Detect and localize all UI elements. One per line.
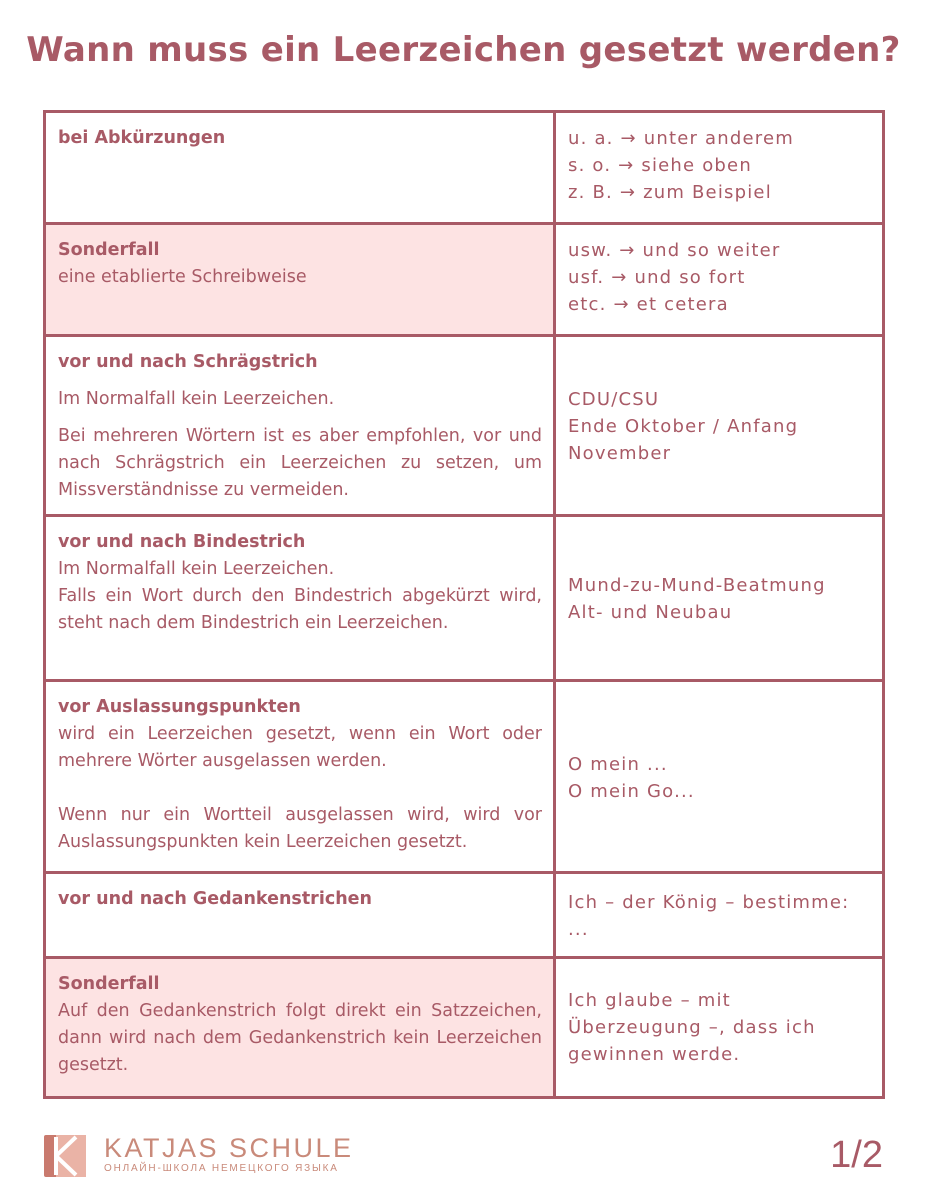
example-line: z. B. → zum Beispiel <box>568 182 772 203</box>
rule-heading: Sonderfall <box>58 974 160 994</box>
example-cell <box>555 516 884 681</box>
example-line: Ich glaube – mit Überzeugung –, dass ich gewinnen werde. <box>568 990 816 1065</box>
katjas-schule-logo-icon <box>42 1133 88 1179</box>
table-row <box>45 958 884 1098</box>
table-row <box>45 516 884 681</box>
example-line: Ich – der König – bestimme: ... <box>568 892 850 940</box>
example-line: O mein Go... <box>568 780 695 802</box>
rules-table <box>43 110 885 1099</box>
page-number: 1/2 <box>830 1134 883 1176</box>
brand-subtitle: ОНЛАЙН-ШКОЛА НЕМЕЦКОГО ЯЗЫКА <box>104 1163 339 1174</box>
rule-text: Im Normalfall kein Leerzeichen. <box>58 559 335 579</box>
rule-cell <box>45 224 555 336</box>
example-cell <box>555 958 884 1098</box>
rule-cell <box>45 681 555 873</box>
table-row <box>45 224 884 336</box>
rule-heading: vor und nach Schrägstrich <box>58 352 318 372</box>
example-cell <box>555 873 884 958</box>
table-row <box>45 112 884 224</box>
example-cell <box>555 681 884 873</box>
example-line: O mein ... <box>568 753 668 775</box>
example-line: u. a. → unter anderem <box>568 128 794 149</box>
example-line: usf. → und so fort <box>568 267 746 288</box>
table-row <box>45 336 884 516</box>
rule-cell <box>45 336 555 516</box>
example-line: s. o. → siehe oben <box>568 155 752 176</box>
example-line: etc. → et cetera <box>568 294 729 315</box>
rule-text: eine etablierte Schreibweise <box>58 267 307 287</box>
page-title: Wann muss ein Leerzeichen gesetzt werden? <box>26 30 901 70</box>
rule-text: wird ein Leerzeichen gesetzt, wenn ein Wort oder mehrere Wörter ausgelassen werden. <box>58 724 542 771</box>
rule-text: Wenn nur ein Wortteil ausgelassen wird, wird vor Auslassungspunkten kein Leerzeichen gesetzt. <box>58 805 542 852</box>
rule-text: Bei mehreren Wörtern ist es aber empfohlen, vor und nach Schrägstrich ein Leerzeichen zu setzen, um Missverständnisse zu vermeiden. <box>58 426 542 500</box>
rule-cell <box>45 112 555 224</box>
rule-text: Im Normalfall kein Leerzeichen. <box>58 389 335 409</box>
rule-text: Auf den Gedankenstrich folgt direkt ein Satzzeichen, dann wird nach dem Gedankenstrich kein Leerzeichen gesetzt. <box>58 1001 542 1075</box>
example-line: Alt- und Neubau <box>568 602 733 623</box>
rule-heading: vor und nach Gedankenstrichen <box>58 889 372 909</box>
rule-heading: Sonderfall <box>58 240 160 260</box>
example-line: CDU/CSU <box>568 389 660 410</box>
example-line: Mund-zu-Mund-Beatmung <box>568 575 826 596</box>
table-row <box>45 873 884 958</box>
rule-heading: vor Auslassungspunkten <box>58 697 301 717</box>
rule-cell <box>45 516 555 681</box>
rule-heading: vor und nach Bindestrich <box>58 532 306 552</box>
rule-cell <box>45 958 555 1098</box>
example-line: usw. → und so weiter <box>568 240 781 261</box>
example-cell <box>555 112 884 224</box>
example-line: Ende Oktober / Anfang November <box>568 416 799 464</box>
rule-cell <box>45 873 555 958</box>
example-cell <box>555 224 884 336</box>
table-row <box>45 681 884 873</box>
rule-text: Falls ein Wort durch den Bindestrich abgekürzt wird, steht nach dem Bindestrich ein Leerzeichen. <box>58 586 542 633</box>
brand-name: KATJAS SCHULE <box>104 1133 354 1163</box>
rule-heading: bei Abkürzungen <box>58 128 226 148</box>
example-cell <box>555 336 884 516</box>
